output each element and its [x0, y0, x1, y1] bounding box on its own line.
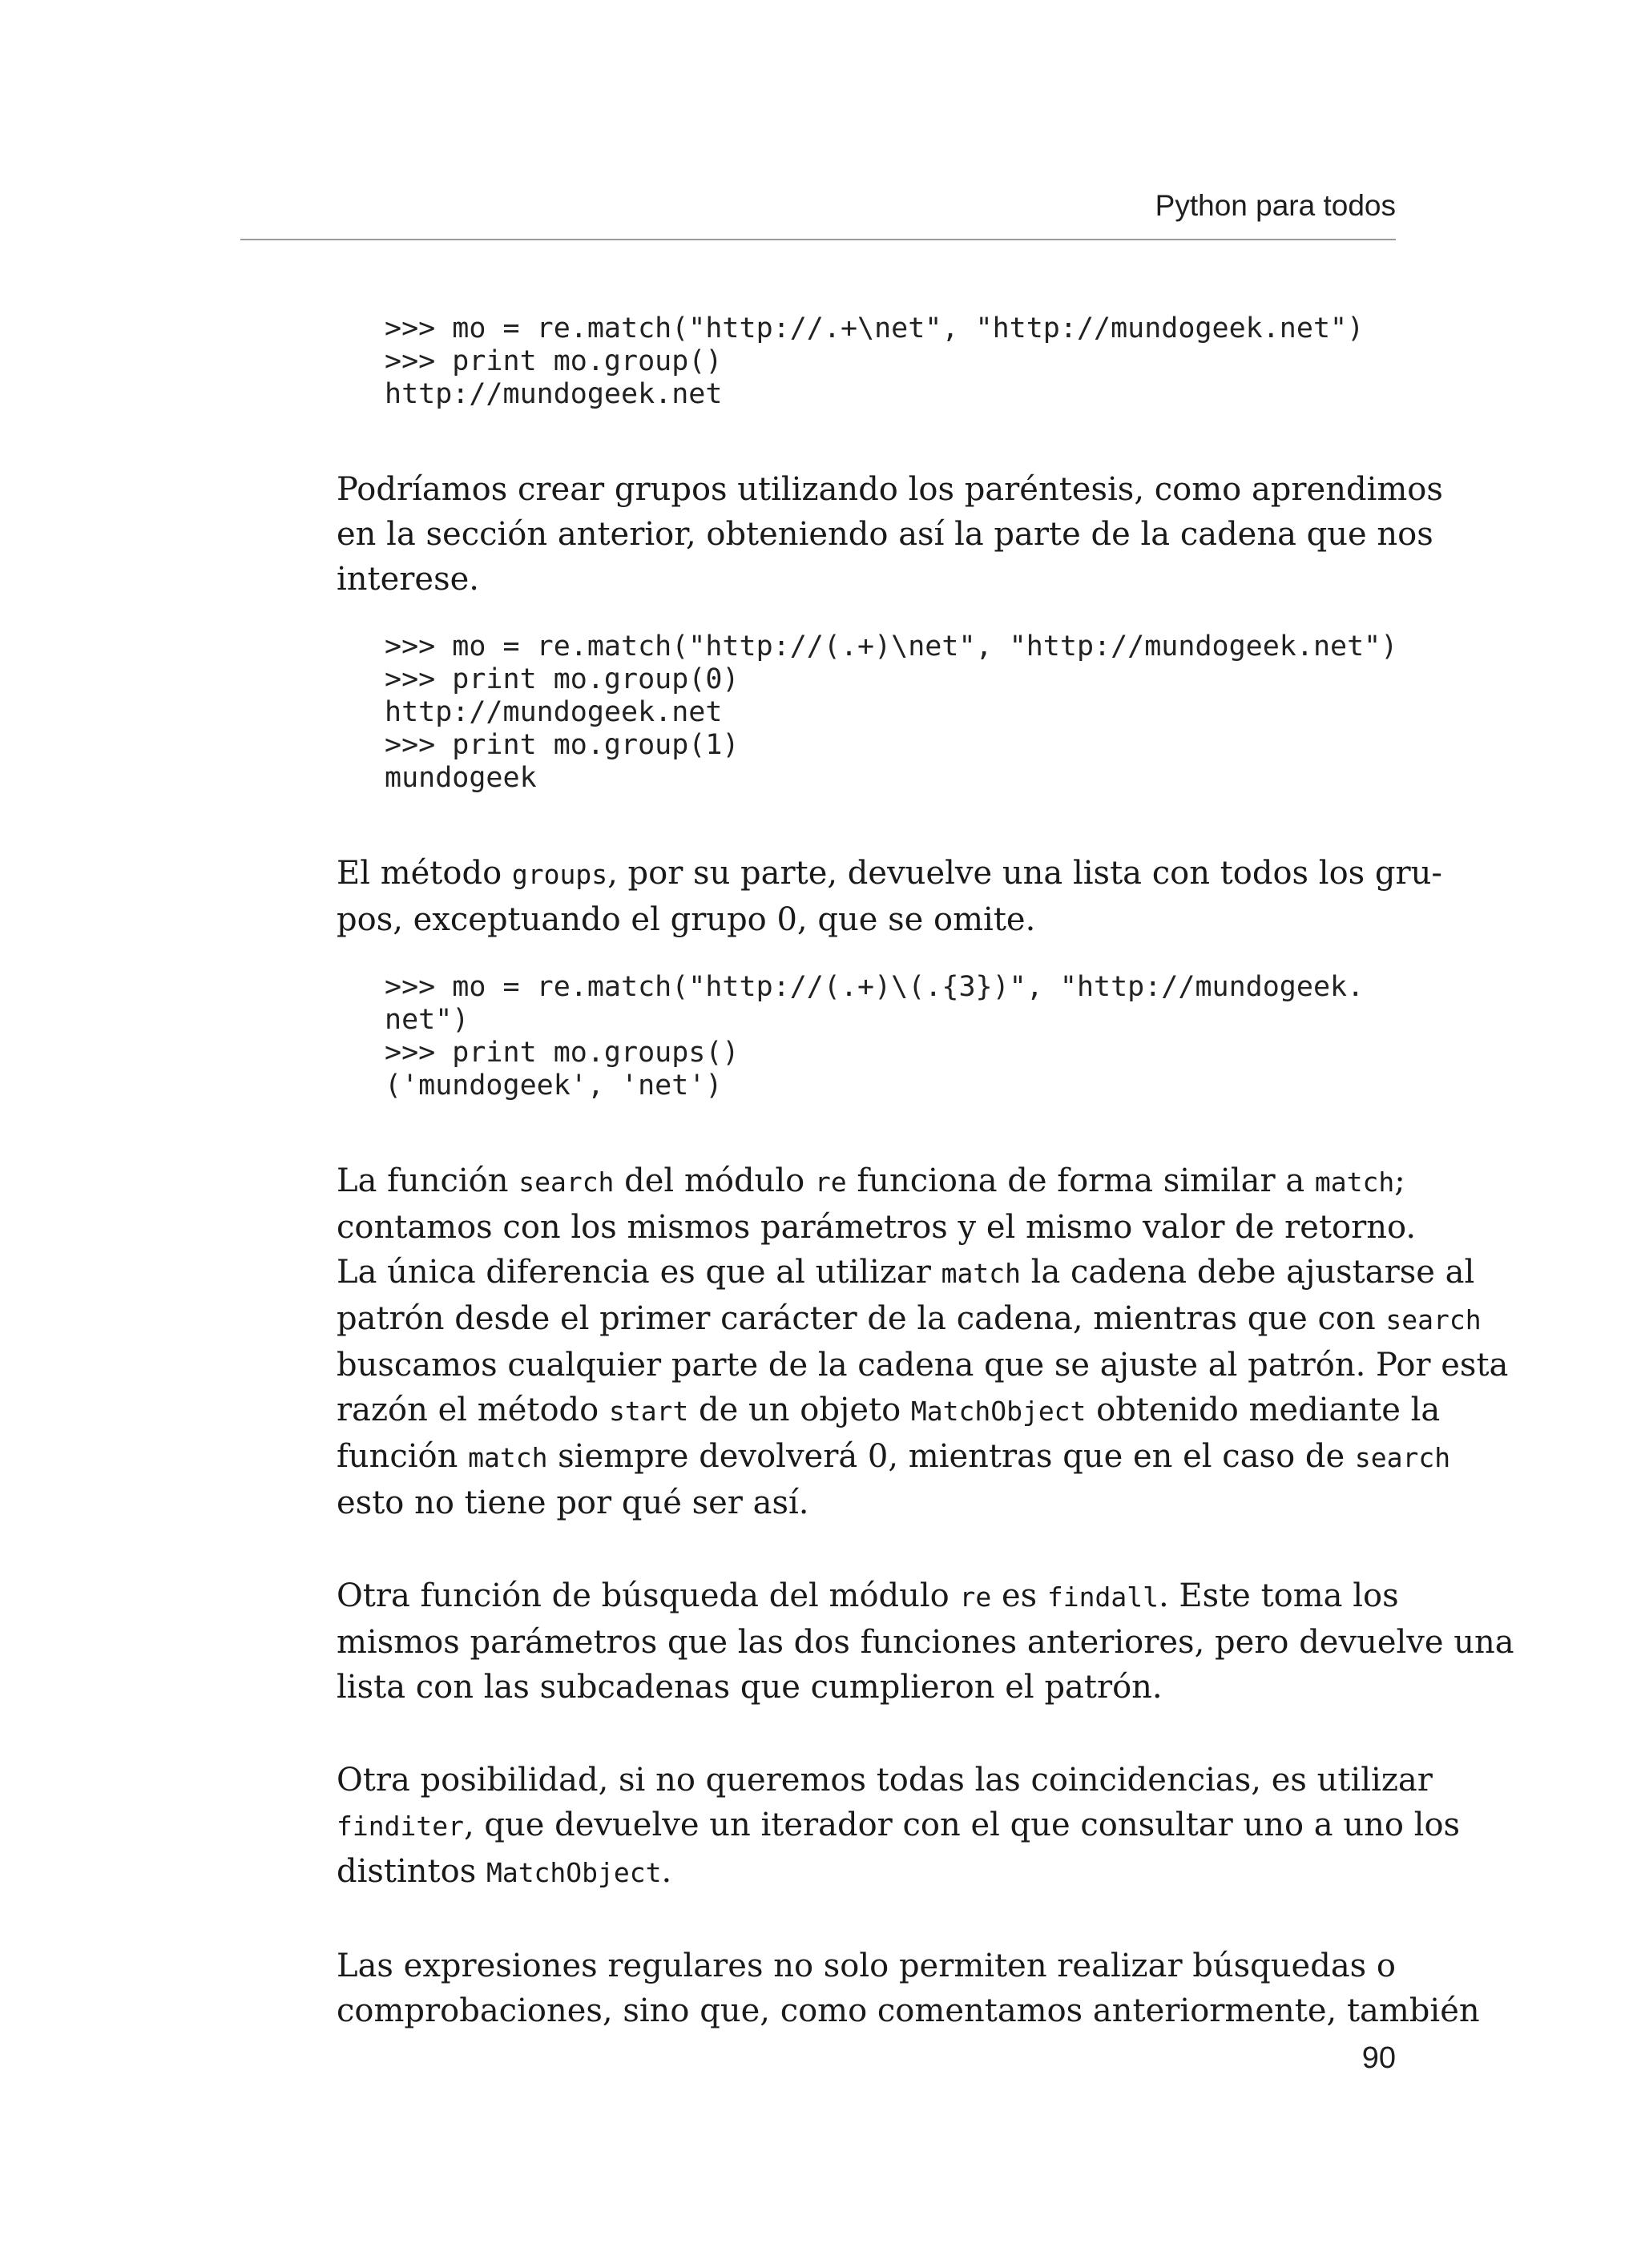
- code-line: >>> mo = re.match("http://(.+)\net", "http://mundogeek.net"): [385, 630, 1398, 663]
- code-line: http://mundogeek.net: [385, 696, 723, 728]
- paragraph-4: [337, 1573, 1514, 1710]
- inline-code: match: [468, 1442, 548, 1473]
- running-header: [240, 183, 1396, 240]
- text-line: patrón desde el primer carácter de la cadena, mientras que con search: [337, 1300, 1482, 1337]
- paragraph-1: [337, 467, 1443, 602]
- text-line: El método groups, por su parte, devuelve una lista con todos los gru-: [337, 855, 1442, 892]
- code-block-3: [385, 971, 1402, 1102]
- code-line: >>> mo = re.match("http://(.+)\(.{3})", "http://mundogeek.: [385, 971, 1365, 1003]
- paragraph-3: [337, 1158, 1509, 1525]
- page-content: [337, 312, 1514, 2033]
- text-line: La función search del módulo re funciona de forma similar a match;: [337, 1162, 1405, 1199]
- code-line: >>> print mo.group(0): [385, 663, 740, 695]
- code-line: mundogeek: [385, 762, 537, 794]
- text-line: Otra posibilidad, si no queremos todas las coincidencias, es utilizar: [337, 1762, 1433, 1799]
- text-line: Otra función de búsqueda del módulo re es findall. Este toma los: [337, 1577, 1399, 1614]
- paragraph-2: [337, 851, 1442, 942]
- code-line: >>> print mo.group(): [385, 345, 723, 377]
- inline-code: MatchObject: [910, 1396, 1087, 1427]
- inline-code: finditer: [337, 1811, 464, 1842]
- inline-code: findall: [1046, 1581, 1159, 1613]
- text-line: interese.: [337, 561, 480, 598]
- paragraph-6: [337, 1944, 1480, 2033]
- text-line: función match siempre devolverá 0, mientras que en el caso de search: [337, 1438, 1451, 1475]
- code-line: >>> print mo.group(1): [385, 729, 740, 761]
- inline-code: match: [1314, 1166, 1395, 1198]
- code-block-1: [385, 312, 1402, 411]
- inline-code: re: [814, 1166, 847, 1198]
- inline-code: re: [959, 1581, 992, 1613]
- text-line: comprobaciones, sino que, como comentamos anteriormente, también: [337, 1992, 1480, 2029]
- inline-code: search: [518, 1166, 615, 1198]
- code-block-2: [385, 630, 1402, 795]
- page-number: 90: [1361, 2041, 1396, 2075]
- inline-code: groups: [511, 859, 608, 890]
- text-line: razón el método start de un objeto MatchObject obtenido mediante la: [337, 1392, 1441, 1428]
- text-line: finditer, que devuelve un iterador con el que consultar uno a uno los: [337, 1807, 1461, 1843]
- header-title: Python para todos: [1155, 189, 1396, 222]
- text-line: buscamos cualquier parte de la cadena que se ajuste al patrón. Por esta: [337, 1347, 1509, 1384]
- code-line: ('mundogeek', 'net'): [385, 1070, 723, 1102]
- text-line: pos, exceptuando el grupo 0, que se omite.: [337, 901, 1036, 938]
- inline-code: match: [941, 1258, 1021, 1289]
- paragraph-5: [337, 1758, 1461, 1895]
- text-line: distintos MatchObject.: [337, 1853, 672, 1890]
- code-line: >>> print mo.groups(): [385, 1037, 740, 1069]
- code-line: net"): [385, 1004, 470, 1036]
- text-line: Podríamos crear grupos utilizando los paréntesis, como aprendimos: [337, 471, 1443, 508]
- inline-code: search: [1354, 1442, 1451, 1473]
- text-line: mismos parámetros que las dos funciones anteriores, pero devuelve una: [337, 1624, 1514, 1661]
- code-line: http://mundogeek.net: [385, 378, 723, 410]
- code-line: >>> mo = re.match("http://.+\net", "http://mundogeek.net"): [385, 312, 1365, 344]
- text-line: La única diferencia es que al utilizar match la cadena debe ajustarse al: [337, 1254, 1475, 1291]
- inline-code: start: [608, 1396, 689, 1427]
- text-line: en la sección anterior, obteniendo así la parte de la cadena que nos: [337, 516, 1433, 553]
- inline-code: MatchObject: [486, 1857, 662, 1888]
- text-line: lista con las subcadenas que cumplieron el patrón.: [337, 1669, 1163, 1706]
- text-line: contamos con los mismos parámetros y el mismo valor de retorno.: [337, 1209, 1417, 1246]
- text-line: Las expresiones regulares no solo permiten realizar búsquedas o: [337, 1948, 1396, 1984]
- inline-code: search: [1385, 1304, 1482, 1335]
- text-line: esto no tiene por qué ser así.: [337, 1484, 809, 1521]
